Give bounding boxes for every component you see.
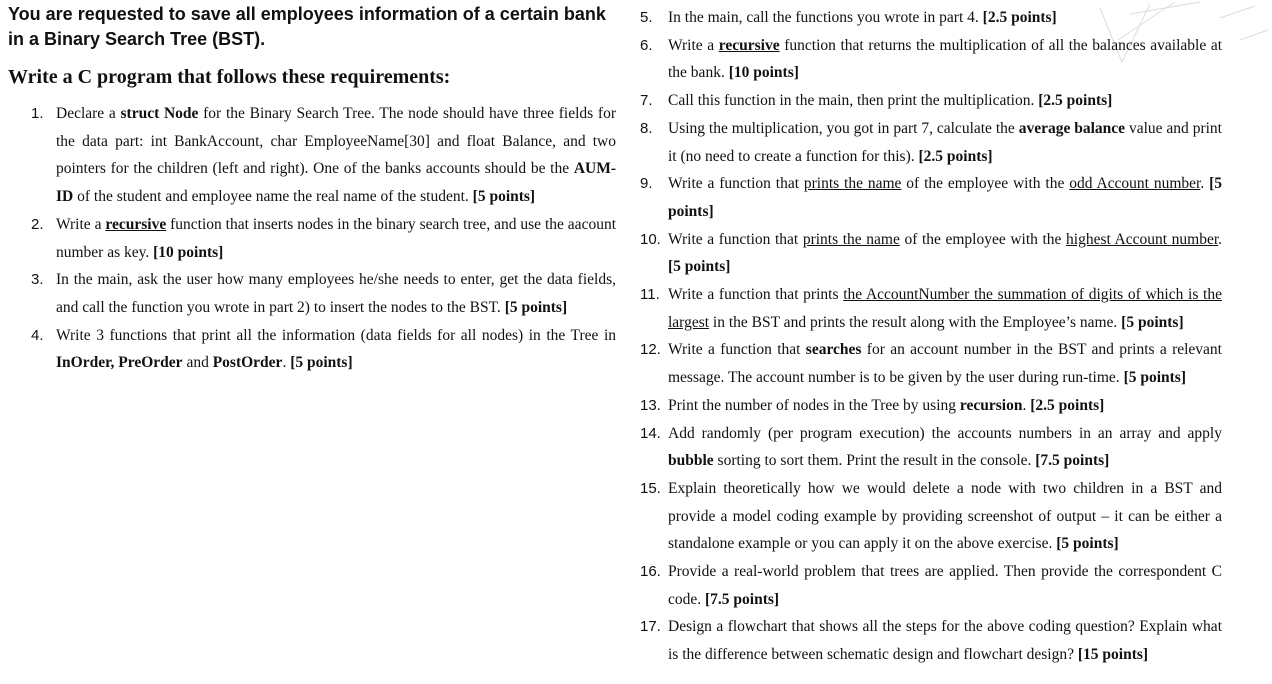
item-text-run: [2.5 points] [1030,396,1105,414]
requirement-item [640,115,1222,170]
item-text [56,100,616,211]
requirement-item [640,392,1222,420]
requirement-item [640,4,1222,32]
item-text-run: . [282,354,291,372]
item-text-run: [5 points] [1056,535,1119,553]
item-text-run: the AccountNumber the summation of digits of which is the largest [668,286,1222,331]
item-text [56,322,616,377]
item-text-run: and [182,354,213,372]
requirement-item [640,558,1222,613]
item-text-run: [2.5 points] [1038,92,1113,110]
item-number: 11. [640,286,660,304]
requirement-item [640,613,1222,668]
item-text-run: Write a [56,215,106,233]
item-text-run: Call this function in the main, then print the multiplication. [668,92,1039,110]
item-text-run: Provide a real-world problem that trees are applied. Then provide the correspondent C code. [668,563,1222,608]
requirement-item [640,420,1222,475]
item-text-run: [7.5 points] [705,590,780,608]
item-text-run: In the main, call the functions you wrote in part 4. [668,9,983,26]
item-text-run: InOrder, PreOrder [56,354,183,372]
item-text-run: [5 points] [668,175,1223,220]
item-text-run: [5 points] [290,354,353,372]
requirement-item [640,281,1222,336]
requirement-item [640,32,1222,87]
item-text-run: . [1022,396,1031,414]
item-text [668,281,1222,336]
right-column [640,0,1222,669]
item-text [668,392,1222,420]
item-text [668,226,1222,281]
requirement-item [8,266,616,321]
item-text-run: AUM-ID [56,160,616,206]
intro-text: You are requested to save all employees information of a certain bank in a Binary Search Tree (BST). [8,4,606,49]
item-text-run: [5 points] [1121,313,1184,331]
item-number: 12. [640,341,661,359]
item-number: 3. [31,271,44,289]
item-text-run: of the student and employee name the real name of the student. [73,188,473,206]
item-number: 7. [640,92,653,110]
item-text-run: PostOrder [212,354,283,372]
item-number: 17. [640,618,661,636]
item-text-run: [7.5 points] [1035,452,1110,470]
item-text-run: highest Account number [1066,230,1219,248]
item-text [668,336,1222,391]
item-text-run: bubble [668,452,714,470]
item-text-run: . [1200,175,1210,193]
item-text-run: value and print it (no need to create a function for this). [668,119,1222,165]
item-number: 5. [640,9,653,26]
item-text [668,558,1222,613]
item-text-run: Add randomly (per program execution) the accounts numbers in an array and apply [668,424,1222,442]
item-text [668,32,1222,87]
requirements-heading: Write a C program that follows these requirements: [8,66,451,88]
item-text-run: in the BST and prints the result along with the Employee’s name. [709,313,1122,331]
item-text-run: of the employee with the [901,175,1070,193]
requirement-item [640,475,1222,558]
item-text-run: average balance [1018,119,1126,137]
item-text-run: [2.5 points] [918,147,993,165]
item-text-run: sorting to sort them. Print the result in the console. [713,452,1036,470]
item-text-run: [10 points] [153,243,224,261]
requirement-item [8,211,616,266]
item-text [56,211,616,266]
requirements-list-left [8,100,616,377]
item-text-run: odd Account number [1069,175,1201,193]
requirement-item [640,170,1222,225]
item-text-run: Write a [668,36,719,54]
item-text-run: [5 points] [504,298,568,316]
item-text-run: prints the name [802,230,900,248]
requirement-item [8,100,616,211]
item-number: 4. [31,326,44,344]
item-text [668,420,1222,475]
item-text-run: Write 3 functions that print all the information (data fields for all nodes) in the Tree in [56,326,616,344]
requirement-item [640,336,1222,391]
item-number: 13. [640,396,661,414]
item-text-run: struct Node [120,105,199,122]
item-number: 8. [640,119,653,137]
item-text-run: prints the name [803,175,902,193]
item-text-run: In the main, ask the user how many employees he/she needs to enter, get the data fields, and call the function you wrote in part 2) to insert the nodes to the BST. [56,271,616,316]
item-number: 9. [640,175,653,193]
requirement-item [640,226,1222,281]
item-text-run: Write a function that [668,341,806,359]
item-text [668,87,1222,115]
item-number: 14. [640,424,661,442]
item-text-run: [15 points] [1077,646,1149,664]
item-text-run: for an account number in the BST and prints a relevant message. The account number is to be given by the user during run-time. [668,341,1222,387]
item-number: 10. [640,230,661,248]
requirements-list-right [640,4,1222,669]
item-number: 2. [31,215,44,233]
item-text-run: recursive [718,36,780,54]
item-number: 15. [640,479,661,497]
item-text-run: [10 points] [728,64,799,82]
item-text-run: Declare a [56,105,121,122]
item-text-run: recursion [959,396,1023,414]
item-text-run: recursive [105,215,167,233]
item-text [668,4,1222,32]
item-text-run: Write a function that prints [668,286,844,304]
item-text [668,115,1222,170]
item-text [56,266,616,321]
requirement-item [8,322,616,377]
item-number: 6. [640,36,653,54]
item-text-run: [5 points] [472,188,536,206]
item-text-run: of the employee with the [899,230,1067,248]
item-text-run: function that inserts nodes in the binary search tree, and use the aacount number as key. [56,215,616,261]
item-text-run: Design a flowchart that shows all the steps for the above coding question? Explain what is the difference between schematic design and flowchart design? [668,618,1222,664]
item-text-run: . [1218,230,1223,248]
item-text [668,475,1222,558]
left-column [8,0,616,377]
item-number: 1. [31,105,44,122]
item-text-run: Write a function that [668,230,803,248]
item-text-run: Using the multiplication, you got in part 7, calculate the [668,119,1019,137]
item-text [668,613,1222,668]
item-text-run: Print the number of nodes in the Tree by using [668,396,960,414]
item-number: 16. [640,563,661,581]
item-text-run: searches [805,341,862,359]
item-text-run: [2.5 points] [982,9,1057,26]
requirement-item [640,87,1222,115]
item-text-run: for the Binary Search Tree. The node should have three fields for the data part: int BankAccount, char EmployeeName[30] and float Balance, and two pointers for the children (left and right). One of the banks accounts should be the [56,105,616,178]
item-text [668,170,1222,225]
item-text-run: [5 points] [1123,369,1187,387]
item-text-run: function that returns the multiplication of all the balances available at the bank. [668,36,1223,82]
item-text-run: Write a function that [668,175,804,193]
item-text-run: Explain theoretically how we would delete a node with two children in a BST and provide a model coding example by providing screenshot of output – it can be either a standalone example or you can apply it on the above exercise. [668,479,1222,553]
item-text-run: [5 points] [668,258,731,276]
